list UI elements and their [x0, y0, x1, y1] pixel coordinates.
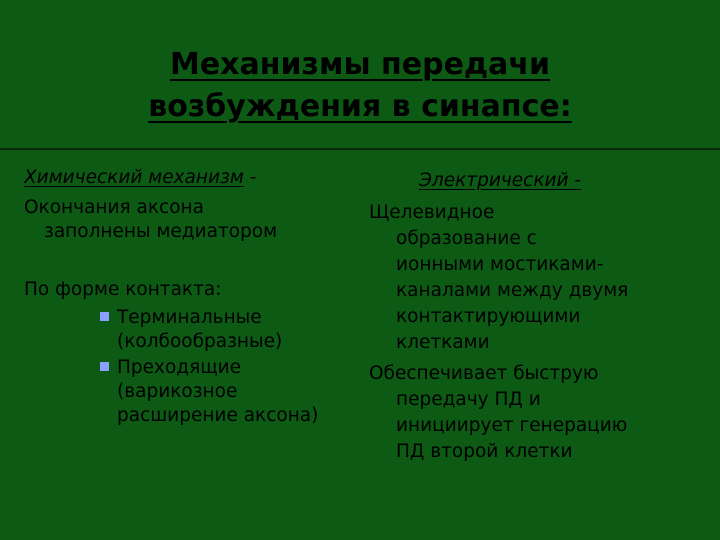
electrical-line-1: Щелевидное	[369, 202, 495, 223]
electrical-line-9: инициирует генерацию	[396, 415, 628, 436]
chemical-line-1: Окончания аксона	[24, 197, 204, 218]
bullet-square-icon	[100, 362, 109, 371]
chemical-heading: Химический механизм	[24, 167, 244, 188]
electrical-line-6: клетками	[396, 332, 490, 353]
bullet-2-line-3: расширение аксона)	[117, 405, 319, 426]
electrical-line-3: ионными мостиками-	[396, 254, 604, 275]
bullet-2-line-2: (варикозное	[117, 381, 238, 402]
electrical-line-5: контактирующими	[396, 306, 581, 327]
chemical-heading-row	[24, 165, 256, 190]
electrical-line-2: образование с	[396, 228, 537, 249]
slide-title	[60, 44, 660, 128]
chemical-heading-suffix: -	[243, 167, 257, 188]
title-line-1: Механизмы передачи	[169, 47, 551, 82]
electrical-line-8: передачу ПД и	[396, 389, 541, 410]
bullet-2-line-1	[100, 355, 241, 380]
bullet-2-text: Преходящие	[117, 357, 242, 378]
bullet-1-line-1	[100, 305, 262, 330]
title-line-2: возбуждения в синапсе:	[148, 89, 572, 124]
bullet-1-text: Терминальные	[117, 307, 262, 328]
title-divider	[0, 148, 720, 150]
contact-label: По форме контакта:	[24, 279, 222, 300]
chemical-line-2: заполнены медиатором	[44, 221, 278, 242]
electrical-line-7: Обеспечивает быструю	[369, 363, 599, 384]
bullet-1-line-2: (колбообразные)	[117, 331, 283, 352]
electrical-heading: Электрический -	[419, 170, 582, 191]
electrical-line-4: каналами между двумя	[396, 280, 629, 301]
bullet-square-icon	[100, 312, 109, 321]
electrical-line-10: ПД второй клетки	[396, 441, 573, 462]
